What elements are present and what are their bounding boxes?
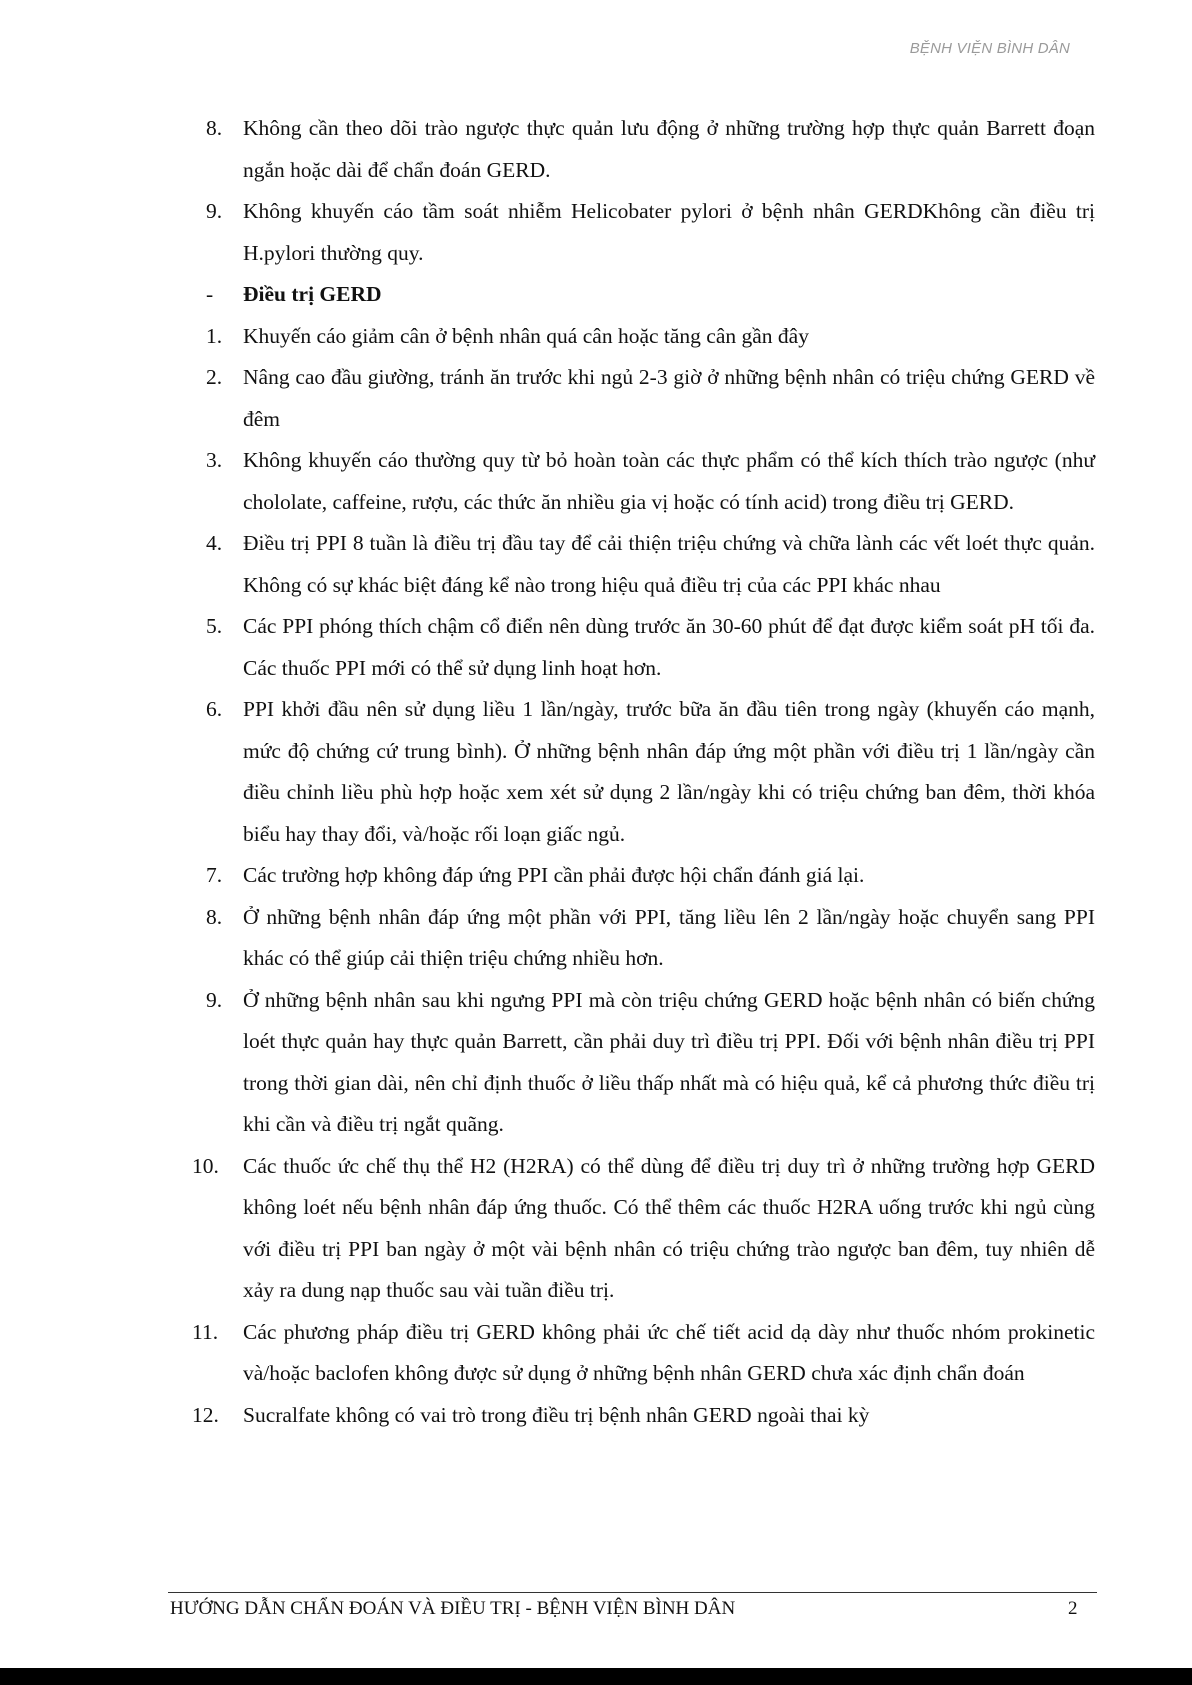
item-text: Các thuốc ức chế thụ thể H2 (H2RA) có thể dùng để điều trị duy trì ở những trường hợp GERD không loét nếu bệnh nhân đáp ứng thuốc. Có thể thêm các thuốc H2RA uống trước khi ngủ cùng với điều trị PPI ban ngày ở một vài bệnh nhân có triệu chứng trào ngược ban đêm, tuy nhiên dễ xảy ra dung nạp thuốc sau vài tuần điều trị.: [243, 1153, 1095, 1302]
list-item: [206, 980, 1095, 1146]
item-text: Không khuyến cáo thường quy từ bỏ hoàn toàn các thực phẩm có thể kích thích trào ngược (như chololate, caffeine, rượu, các thức ăn nhiều gia vị hoặc có tính acid) trong điều trị GERD.: [243, 448, 1095, 514]
page-number: 2: [1068, 1598, 1078, 1619]
heading-bullet: -: [206, 282, 214, 306]
item-number: 6.: [206, 697, 223, 721]
item-text: Ở những bệnh nhân sau khi ngưng PPI mà còn triệu chứng GERD hoặc bệnh nhân có biến chứng loét thực quản hay thực quản Barrett, cần phải duy trì điều trị PPI. Đối với bệnh nhân điều trị PPI trong thời gian dài, nên chỉ định thuốc ở liều thấp nhất mà có hiệu quả, kể cả phương thức điều trị khi cần và điều trị ngắt quãng.: [243, 987, 1095, 1136]
list-item: [206, 523, 1095, 606]
list-item: [206, 897, 1095, 980]
item-number: 4.: [206, 531, 223, 555]
item-number: 1.: [206, 323, 223, 348]
item-number: 9.: [206, 987, 223, 1012]
item-text: Ở những bệnh nhân đáp ứng một phần với PPI, tăng liều lên 2 lần/ngày hoặc chuyển sang PPI khác có thể giúp cải thiện triệu chứng nhiều hơn.: [243, 904, 1095, 970]
heading-text: Điều trị GERD: [243, 282, 382, 306]
item-number: 12.: [192, 1402, 219, 1427]
item-text: Khuyến cáo giảm cân ở bệnh nhân quá cân hoặc tăng cân gần đây: [243, 323, 809, 348]
item-number: 7.: [206, 863, 223, 887]
item-number: 9.: [206, 199, 223, 223]
footer-title: HƯỚNG DẪN CHẨN ĐOÁN VÀ ĐIỀU TRỊ - BỆNH VIỆN BÌNH DÂN: [170, 1598, 736, 1619]
item-text: Nâng cao đầu giường, tránh ăn trước khi ngủ 2-3 giờ ở những bệnh nhân có triệu chứng GERD về đêm: [243, 365, 1095, 431]
item-text: PPI khởi đầu nên sử dụng liều 1 lần/ngày, trước bữa ăn đầu tiên trong ngày (khuyến cáo mạnh, mức độ chứng cứ trung bình). Ở những bệnh nhân đáp ứng một phần với điều trị 1 lần/ngày cần điều chỉnh liều phù hợp hoặc xem xét sử dụng 2 lần/ngày khi có triệu chứng ban đêm, thời khóa biểu hay thay đổi, và/hoặc rối loạn giấc ngủ.: [243, 697, 1095, 846]
list-item: [206, 191, 1095, 274]
item-text: Các PPI phóng thích chậm cổ điển nên dùng trước ăn 30-60 phút để đạt được kiểm soát pH tối đa. Các thuốc PPI mới có thể sử dụng linh hoạt hơn.: [243, 614, 1095, 680]
list-item: [206, 440, 1095, 523]
bottom-border: [0, 1668, 1192, 1685]
running-header: BỆNH VIỆN BÌNH DÂN: [909, 40, 1070, 57]
item-number: 3.: [206, 448, 223, 472]
list-item: [206, 689, 1095, 855]
item-text: Các phương pháp điều trị GERD không phải ức chế tiết acid dạ dày như thuốc nhóm prokinetic và/hoặc baclofen không được sử dụng ở những bệnh nhân GERD chưa xác định chẩn đoán: [243, 1319, 1095, 1385]
footer-divider: [168, 1592, 1097, 1593]
item-number: 10.: [192, 1153, 219, 1178]
item-text: Không khuyến cáo tầm soát nhiễm Helicobater pylori ở bệnh nhân GERDKhông cần điều trị H.pylori thường quy.: [243, 199, 1095, 265]
item-text: Các trường hợp không đáp ứng PPI cần phải được hội chẩn đánh giá lại.: [243, 863, 865, 887]
item-number: 8.: [206, 904, 223, 929]
list-item: [206, 357, 1095, 440]
item-text: Không cần theo dõi trào ngược thực quản lưu động ở những trường hợp thực quản Barrett đoạn ngắn hoặc dài để chẩn đoán GERD.: [243, 116, 1095, 182]
item-number: 11.: [192, 1319, 219, 1344]
list-item: [206, 855, 1095, 897]
list-item: [192, 1395, 1095, 1437]
list-item: [206, 108, 1095, 191]
item-number: 8.: [206, 116, 223, 140]
item-text: Sucralfate không có vai trò trong điều trị bệnh nhân GERD ngoài thai kỳ: [243, 1402, 870, 1427]
list-item: [206, 316, 1095, 358]
item-number: 5.: [206, 614, 223, 638]
list-item: [192, 1312, 1095, 1395]
section-heading: [206, 274, 1095, 316]
item-text: Điều trị PPI 8 tuần là điều trị đầu tay để cải thiện triệu chứng và chữa lành các vết loét thực quản. Không có sự khác biệt đáng kể nào trong hiệu quả điều trị của các PPI khác nhau: [243, 531, 1095, 597]
page-content: [192, 108, 1095, 1436]
item-number: 2.: [206, 365, 223, 389]
list-item: [192, 1146, 1095, 1312]
list-item: [206, 606, 1095, 689]
